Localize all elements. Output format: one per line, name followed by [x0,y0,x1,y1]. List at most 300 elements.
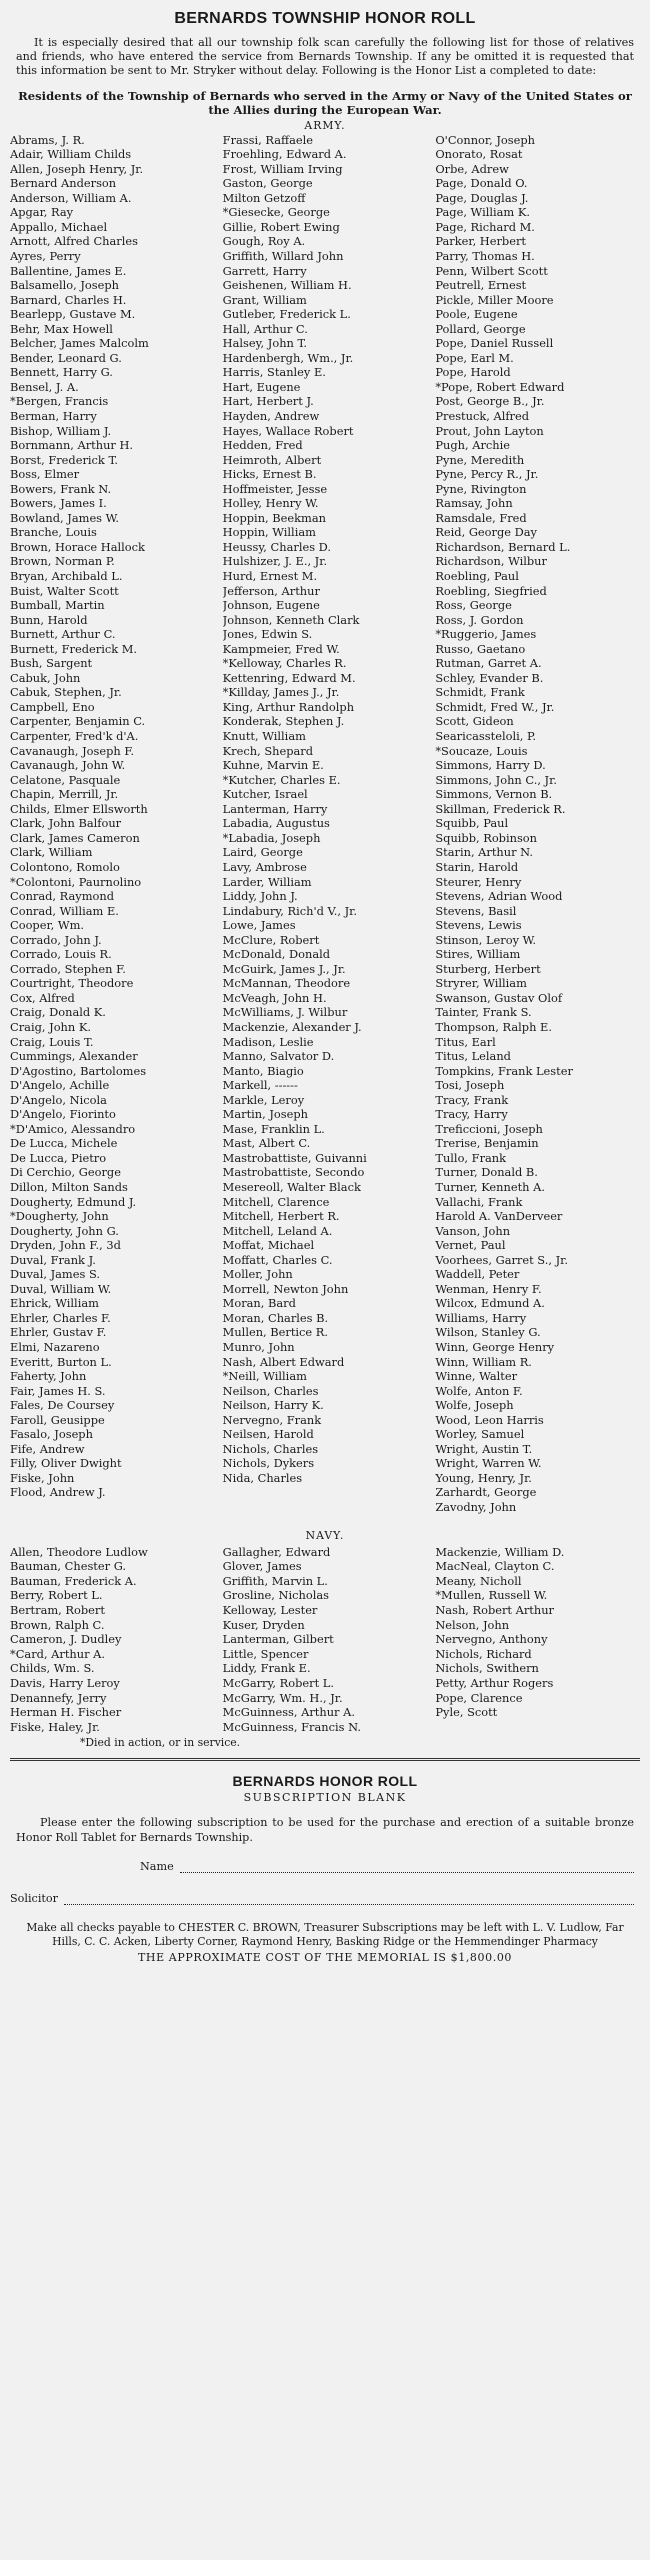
honor-roll-name: Pugh, Archie [435,438,510,453]
honor-roll-name: Labadia, Augustus [222,816,330,831]
honor-roll-name: Manto, Biagio [222,1063,304,1078]
honor-roll-name: Laird, George [222,845,303,860]
honor-roll-name: Meany, Nicholl [435,1573,522,1588]
subscription-subtitle: SUBSCRIPTION BLANK [243,1791,407,1805]
honor-roll-name: Mackenzie, Alexander J. [222,1019,362,1034]
honor-roll-name: Voorhees, Garret S., Jr. [435,1252,568,1267]
honor-roll-name: Mitchell, Herbert R. [222,1209,340,1224]
honor-roll-name: Mackenzie, William D. [435,1544,565,1559]
honor-roll-name: *Bergen, Francis [10,394,109,409]
honor-roll-name: Frost, William Irving [222,161,343,176]
honor-roll-name: Buist, Walter Scott [10,583,119,598]
honor-roll-name: Manno, Salvator D. [222,1049,335,1064]
honor-roll-name: *Card, Arthur A. [10,1646,106,1661]
honor-roll-name: Mullen, Bertice R. [222,1325,328,1340]
honor-roll-name: Moffat, Michael [222,1238,315,1253]
honor-roll-name: Scott, Gideon [435,714,514,729]
honor-roll-name: Madison, Leslie [222,1034,314,1049]
honor-roll-name: Neilson, Harry K. [222,1398,324,1413]
honor-roll-name: Duval, William W. [10,1281,112,1296]
honor-roll-name: Nichols, Charles [222,1441,319,1456]
honor-roll-name: Tompkins, Frank Lester [435,1063,573,1078]
honor-roll-name: Balsamello, Joseph [10,278,120,293]
honor-roll-name: Tainter, Frank S. [435,1005,532,1020]
honor-roll-name: Hall, Arthur C. [222,321,308,336]
honor-roll-name: Hart, Eugene [222,379,301,394]
honor-roll-name: Garrett, Harry [222,263,307,278]
honor-roll-name: McDonald, Donald [222,947,331,962]
honor-roll-name: Ross, George [435,598,512,613]
honor-roll-name: Hart, Herbert J. [222,394,314,409]
honor-roll-name: Bush, Sargent [10,656,93,671]
honor-roll-name: Branche, Louis [10,525,97,540]
honor-roll-name: Campbell, Eno [10,699,95,714]
honor-roll-name: D'Angelo, Achille [10,1078,110,1093]
honor-roll-name: Mastrobattiste, Secondo [222,1165,365,1180]
honor-roll-name: Knutt, William [222,729,306,744]
honor-roll-name: Nichols, Swithern [435,1661,539,1676]
honor-roll-name: Trerise, Benjamin [435,1136,539,1151]
honor-roll-name: Grant, William [222,292,307,307]
honor-roll-name: Vallachi, Frank [435,1194,523,1209]
honor-roll-name: Liddy, John J. [222,889,298,904]
honor-roll-name: Apgar, Ray [10,205,74,220]
honor-roll-name: Prestuck, Alfred [435,409,530,423]
honor-roll-name: Wolfe, Anton F. [435,1383,523,1398]
honor-roll-name: Boss, Elmer [10,467,80,482]
honor-roll-name: Searicassteloli, P. [435,729,536,744]
honor-roll-name: Brown, Ralph C. [10,1617,105,1632]
honor-roll-name: Celatone, Pasquale [10,772,121,787]
honor-roll-name: Page, Richard M. [435,219,535,234]
honor-roll-name: Johnson, Eugene [222,598,320,613]
army-list [10,133,640,1515]
honor-roll-name: Stevens, Basil [435,903,517,918]
honor-roll-name: Mase, Franklin L. [222,1121,325,1136]
honor-roll-name: Stevens, Lewis [435,918,522,933]
honor-roll-name: Faroll, Geusippe [10,1412,105,1427]
honor-roll-name: Bumball, Martin [10,598,105,613]
honor-roll-name: Jefferson, Arthur [222,583,320,598]
honor-roll-name: Duval, James S. [10,1267,100,1282]
intro-paragraph: It is especially desired that all our township folk scan carefully the following list for those of relatives and friends, who have entered the service from Bernards Township. If any be omitted it is requested that this information be sent to Mr. Stryker without delay. Following is the Honor List a completed to date: [16,36,634,78]
honor-roll-name: Parker, Herbert [435,234,526,249]
honor-roll-name: Arnott, Alfred Charles [10,234,138,249]
honor-roll-name: Froehling, Edward A. [222,147,347,162]
honor-roll-name: Bornmann, Arthur H. [10,438,134,453]
honor-roll-name: Anderson, William A. [10,190,132,205]
honor-roll-name: Ayres, Perry [10,248,81,263]
honor-roll-name: Wood, Leon Harris [435,1412,544,1427]
honor-roll-name: Bender, Leonard G. [10,350,122,365]
honor-roll-name: Holley, Henry W. [222,496,319,511]
honor-roll-name: Lavy, Ambrose [222,859,307,874]
honor-roll-name: Harris, Stanley E. [222,365,326,380]
honor-roll-name: Winn, William R. [435,1354,532,1369]
honor-roll-name: Burnett, Arthur C. [10,627,116,642]
honor-roll-name: McWilliams, J. Wilbur [222,1005,348,1020]
honor-roll-name: Lowe, James [222,918,296,933]
honor-roll-name: Mitchell, Clarence [222,1194,330,1209]
honor-roll-name: Zarhardt, George [435,1485,537,1500]
honor-roll-name: Starin, Arthur N. [435,845,534,860]
honor-roll-name: Frassi, Raffaele [222,132,314,147]
honor-roll-name: Di Cerchio, George [10,1165,121,1180]
honor-roll-name: Richardson, Bernard L. [435,539,571,554]
honor-roll-name: Prout, John Layton [435,423,544,438]
honor-roll-name: Zavodny, John [435,1500,517,1515]
honor-roll-name: *Ruggerio, James [435,627,537,642]
honor-roll-name: Hayden, Andrew [222,409,320,423]
honor-roll-name: Skillman, Frederick R. [435,801,566,816]
honor-roll-name: Behr, Max Howell [10,321,113,336]
honor-roll-name: Milton Getzoff [222,190,306,205]
solicitor-line[interactable] [64,1892,634,1905]
honor-roll-name: Larder, William [222,874,312,889]
honor-roll-name: Page, Douglas J. [435,190,529,205]
honor-roll-name: Treficcioni, Joseph [435,1121,543,1136]
honor-roll-name: Fales, De Coursey [10,1398,115,1413]
honor-roll-name: Halsey, John T. [222,336,308,351]
checks-payable-note: Make all checks payable to CHESTER C. BROWN, Treasurer Subscriptions may be left with L. V. Ludlow, Far Hills, C. C. Acken, Liberty Corner, Raymond Henry, Basking Ridge or the Hemmendinger Pharmacy [26,1921,624,1949]
honor-roll-name: Dougherty, John G. [10,1223,119,1238]
honor-roll-name: Fair, James H. S. [10,1383,106,1398]
honor-roll-name: *Kutcher, Charles E. [222,772,341,787]
honor-roll-name: Wright, Warren W. [435,1456,542,1471]
name-label: Name [140,1860,174,1874]
navy-column [223,1545,428,1735]
honor-roll-name: Berman, Harry [10,409,97,423]
navy-heading: NAVY. [305,1528,345,1542]
honor-roll-name: Ehrick, William [10,1296,99,1311]
honor-roll-name: Neilsen, Harold [222,1427,314,1442]
name-field[interactable] [10,1857,634,1873]
honor-roll-name: Stevens, Adrian Wood [435,889,563,904]
honor-roll-name: Clark, James Cameron [10,830,140,845]
honor-roll-name: Winn, George Henry [435,1340,555,1354]
honor-roll-name: Tosi, Joseph [435,1078,505,1093]
honor-roll-name: Gutleber, Frederick L. [222,307,351,322]
honor-roll-name: Bowers, James I. [10,496,107,511]
honor-roll-name: D'Agostino, Bartolomes [10,1063,147,1078]
honor-roll-name: Allen, Theodore Ludlow [10,1544,148,1559]
honor-roll-name: Turner, Donald B. [435,1165,538,1180]
honor-roll-name: Lanterman, Harry [222,801,328,816]
honor-roll-name: Faherty, John [10,1369,87,1384]
honor-roll-name: Pyne, Percy R., Jr. [435,467,539,482]
honor-roll-name: Dryden, John F., 3d [10,1238,121,1253]
honor-roll-name: Bryan, Archibald L. [10,569,123,584]
honor-roll-name: Nichols, Dykers [222,1456,315,1471]
honor-roll-name: D'Angelo, Fiorinto [10,1107,116,1122]
honor-roll-name: Schley, Evander B. [435,670,544,685]
honor-roll-name: Mitchell, Leland A. [222,1223,333,1238]
honor-roll-name: Rutman, Garret A. [435,656,542,671]
honor-roll-name: Konderak, Stephen J. [222,714,345,729]
honor-roll-name: Lanterman, Gilbert [222,1632,334,1647]
honor-roll-name: Pyne, Meredith [435,452,525,467]
honor-roll-name: Dougherty, Edmund J. [10,1194,137,1209]
honor-roll-name: Wright, Austin T. [435,1441,533,1456]
honor-roll-name: *Killday, James J., Jr. [222,685,340,700]
honor-roll-name: Steurer, Henry [435,874,522,889]
honor-roll-name: Herman H. Fischer [10,1705,122,1720]
honor-roll-name: Conrad, William E. [10,903,119,918]
honor-roll-name: Wolfe, Joseph [435,1398,514,1413]
navy-list [10,1545,640,1735]
honor-roll-name: MacNeal, Clayton C. [435,1559,555,1574]
honor-roll-name: Johnson, Kenneth Clark [222,612,360,627]
honor-roll-name: Geishenen, William H. [222,278,352,293]
honor-roll-name: McGarry, Robert L. [222,1675,334,1690]
honor-roll-name: Parry, Thomas H. [435,248,535,263]
honor-roll-name: Moller, John [222,1267,293,1282]
honor-roll-name: Williams, Harry [435,1310,527,1325]
honor-roll-name: Bowers, Frank N. [10,481,112,496]
honor-roll-name: Tullo, Frank [435,1150,507,1165]
honor-roll-name: McVeagh, John H. [222,990,327,1005]
honor-roll-name: Adair, William Childs [10,147,132,162]
roll-subheading: Residents of the Township of Bernards who served in the Army or Navy of the United States or the Allies during the European War. [18,88,632,117]
honor-roll-name: Schmidt, Fred W., Jr. [435,699,555,714]
honor-roll-name: Schmidt, Frank [435,685,525,700]
honor-roll-name: Davis, Harry Leroy [10,1675,120,1690]
honor-roll-name: Vanson, John [435,1223,511,1238]
honor-roll-name: Childs, Wm. S. [10,1661,95,1676]
honor-roll-name: Cabuk, John [10,670,81,685]
honor-roll-name: Appallo, Michael [10,219,108,234]
honor-roll-name: Tracy, Frank [435,1092,509,1107]
honor-roll-name: Bauman, Chester G. [10,1559,127,1574]
honor-roll-name: *Kelloway, Charles R. [222,656,347,671]
honor-roll-name: Bunn, Harold [10,612,88,627]
honor-roll-name: Mast, Albert C. [222,1136,311,1151]
honor-roll-name: Pyle, Scott [435,1705,498,1720]
honor-roll-name: Kampmeier, Fred W. [222,641,340,656]
honor-roll-name: Hardenbergh, Wm., Jr. [222,350,354,365]
honor-roll-name: Bauman, Frederick A. [10,1573,137,1588]
honor-roll-name: Kuser, Dryden [222,1617,305,1632]
honor-roll-name: Ehrler, Gustav F. [10,1325,107,1340]
honor-roll-name: Roebling, Paul [435,569,519,584]
honor-roll-name: Hoffmeister, Jesse [222,481,328,496]
army-heading: ARMY. [304,118,346,132]
honor-roll-name: Stinson, Leroy W. [435,932,536,947]
honor-roll-name: Denannefy, Jerry [10,1690,107,1705]
honor-roll-name: Orbe, Adrew [435,161,509,176]
honor-roll-name: Titus, Earl [435,1034,496,1049]
honor-roll-name: Thompson, Ralph E. [435,1019,552,1034]
honor-roll-name: Bernard Anderson [10,176,117,191]
honor-roll-name: Reid, George Day [435,525,537,540]
honor-roll-name: Chapin, Merrill, Jr. [10,787,119,802]
honor-roll-name: Bertram, Robert [10,1602,105,1617]
honor-roll-name: Sturberg, Herbert [435,961,541,976]
honor-roll-name: Penn, Wilbert Scott [435,263,548,278]
honor-roll-name: Kelloway, Lester [222,1602,318,1617]
page-title: BERNARDS TOWNSHIP HONOR ROLL [174,10,476,27]
honor-roll-name: Ballentine, James E. [10,263,127,278]
honor-roll-name: Borst, Frederick T. [10,452,118,467]
honor-roll-name: Filly, Oliver Dwight [10,1456,122,1471]
honor-roll-name: *Neill, William [222,1369,307,1384]
army-column [10,133,215,1515]
honor-roll-name: King, Arthur Randolph [222,699,355,714]
honor-roll-name: Post, George B., Jr. [435,394,545,409]
honor-roll-name: Hoppin, Beekman [222,510,326,525]
honor-roll-name: Craig, Donald K. [10,1005,106,1020]
honor-roll-name: Childs, Elmer Ellsworth [10,801,148,816]
honor-roll-name: Clark, William [10,845,93,860]
honor-roll-name: Cameron, J. Dudley [10,1632,122,1647]
honor-roll-name: *Dougherty, John [10,1209,109,1224]
honor-roll-name: Markle, Leroy [222,1092,305,1107]
honor-roll-name: Bishop, William J. [10,423,112,438]
honor-roll-name: Bennett, Harry G. [10,365,113,380]
honor-roll-name: Ross, J. Gordon [435,612,524,627]
honor-roll-name: Liddy, Frank E. [222,1661,311,1676]
honor-roll-name: Gillie, Robert Ewing [222,219,340,234]
honor-roll-name: McGuirk, James J., Jr. [222,961,346,976]
honor-roll-name: Griffith, Marvin L. [222,1573,328,1588]
honor-roll-name: Conrad, Raymond [10,889,115,904]
honor-roll-name: Squibb, Paul [435,816,509,831]
honor-roll-name: McGuinness, Arthur A. [222,1705,355,1720]
honor-roll-name: *Giesecke, George [222,205,330,220]
honor-roll-name: Kuhne, Marvin E. [222,758,324,773]
honor-roll-name: Russo, Gaetano [435,641,526,656]
honor-roll-name: Craig, Louis T. [10,1034,94,1049]
name-line[interactable] [180,1860,634,1873]
honor-roll-name: Hedden, Fred [222,438,303,453]
honor-roll-name: Brown, Norman P. [10,554,115,569]
honor-roll-name: Gallagher, Edward [222,1544,331,1559]
honor-roll-name: Mesereoll, Walter Black [222,1179,361,1194]
honor-roll-name: Fiske, John [10,1470,75,1485]
honor-roll-name: Corrado, Stephen F. [10,961,126,976]
honor-roll-name: Mastrobattiste, Guivanni [222,1150,367,1165]
honor-roll-name: Carpenter, Benjamin C. [10,714,146,729]
honor-roll-name: Ramsdale, Fred [435,510,527,525]
honor-roll-name: Nervegno, Frank [222,1412,322,1427]
honor-roll-name: Winne, Walter [435,1369,518,1384]
subscription-title: BERNARDS HONOR ROLL [232,1773,418,1790]
honor-roll-name: Glover, James [222,1559,302,1574]
honor-roll-name: Starin, Harold [435,859,519,874]
honor-roll-name: Richardson, Wilbur [435,554,547,569]
navy-column [435,1545,640,1735]
honor-roll-name: *Labadia, Joseph [222,830,321,845]
honor-roll-name: Peutrell, Ernest [435,278,527,293]
honor-roll-name: Gaston, George [222,176,313,191]
honor-roll-name: Wilcox, Edmund A. [435,1296,545,1311]
honor-roll-name: Colontono, Romolo [10,859,120,874]
honor-roll-name: Burnett, Frederick M. [10,641,138,656]
army-column [223,133,428,1515]
section-divider [10,1758,640,1761]
died-footnote: *Died in action, or in service. [80,1736,241,1750]
honor-roll-name: Hicks, Ernest B. [222,467,317,482]
honor-roll-name: *Mullen, Russell W. [435,1588,548,1603]
honor-roll-name: Young, Henry, Jr. [435,1470,532,1485]
honor-roll-name: Cummings, Alexander [10,1049,138,1064]
honor-roll-name: Cavanaugh, John W. [10,758,126,773]
honor-roll-name: Hoppin, William [222,525,316,540]
honor-roll-name: Wenman, Henry F. [435,1281,542,1296]
honor-roll-name: Waddell, Peter [435,1267,520,1282]
honor-roll-name: Tracy, Harry [435,1107,508,1122]
honor-roll-name: Cox, Alfred [10,990,75,1005]
subscription-text: Please enter the following subscription to be used for the purchase and erection of a suitable bronze Honor Roll Tablet for Bernards Township. [16,1816,634,1844]
honor-roll-name: Moran, Charles B. [222,1310,329,1325]
honor-roll-name: Griffith, Willard John [222,248,344,263]
honor-roll-name: Hulshizer, J. E., Jr. [222,554,328,569]
honor-roll-name: Neilson, Charles [222,1383,319,1398]
honor-roll-name: Pope, Harold [435,365,511,380]
honor-roll-name: Pope, Daniel Russell [435,336,554,351]
honor-roll-name: Petty, Arthur Rogers [435,1675,554,1690]
honor-roll-name: Stryrer, William [435,976,527,991]
honor-roll-name: Little, Spencer [222,1646,309,1661]
honor-roll-name: Heussy, Charles D. [222,539,332,554]
honor-roll-name: Nichols, Richard [435,1646,532,1661]
honor-roll-name: McMannan, Theodore [222,976,351,991]
honor-roll-name: Corrado, Louis R. [10,947,112,962]
honor-roll-name: Simmons, Vernon B. [435,787,553,802]
honor-roll-name: Cooper, Wm. [10,918,85,933]
honor-roll-name: Heimroth, Albert [222,452,322,467]
honor-roll-name: Roebling, Siegfried [435,583,547,598]
honor-roll-name: Barnard, Charles H. [10,292,127,307]
honor-roll-name: Pope, Clarence [435,1690,523,1705]
army-column [435,133,640,1515]
honor-roll-name: Belcher, James Malcolm [10,336,149,351]
honor-roll-name: Kutcher, Israel [222,787,308,802]
honor-roll-name: Markell, ------ [222,1078,298,1093]
honor-roll-name: Simmons, Harry D. [435,758,546,773]
honor-roll-name: Bowland, James W. [10,510,119,525]
honor-roll-name: Simmons, John C., Jr. [435,772,557,787]
honor-roll-name: Turner, Kenneth A. [435,1179,545,1194]
honor-roll-name: Nash, Robert Arthur [435,1602,554,1617]
honor-roll-name: Clark, John Balfour [10,816,122,831]
honor-roll-name: Poole, Eugene [435,307,518,322]
honor-roll-name: Cavanaugh, Joseph F. [10,743,135,758]
honor-roll-name: Nelson, John [435,1617,510,1632]
honor-roll-name: Elmi, Nazareno [10,1340,100,1354]
honor-roll-name: Duval, Frank J. [10,1252,96,1267]
navy-column [10,1545,215,1735]
memorial-cost: THE APPROXIMATE COST OF THE MEMORIAL IS $1,800.00 [137,1950,513,1964]
honor-roll-name: D'Angelo, Nicola [10,1092,107,1107]
honor-roll-name: Martin, Joseph [222,1107,309,1122]
honor-roll-name: Nervegno, Anthony [435,1632,548,1647]
honor-roll-name: Bearlepp, Gustave M. [10,307,136,322]
honor-roll-name: Fiske, Haley, Jr. [10,1719,100,1734]
honor-roll-name: Hurd, Ernest M. [222,569,318,584]
solicitor-field[interactable] [10,1889,634,1905]
honor-roll-name: Nida, Charles [222,1470,303,1485]
honor-roll-name: Fife, Andrew [10,1441,85,1456]
honor-roll-name: Worley, Samuel [435,1427,525,1442]
honor-roll-name: O'Connor, Joseph [435,132,535,147]
honor-roll-name: Kettenring, Edward M. [222,670,356,685]
solicitor-label: Solicitor [10,1892,58,1906]
honor-roll-name: Morrell, Newton John [222,1281,349,1296]
honor-roll-name: Munro, John [222,1340,295,1354]
honor-roll-name: Craig, John K. [10,1019,91,1034]
honor-roll-name: Everitt, Burton L. [10,1354,112,1369]
